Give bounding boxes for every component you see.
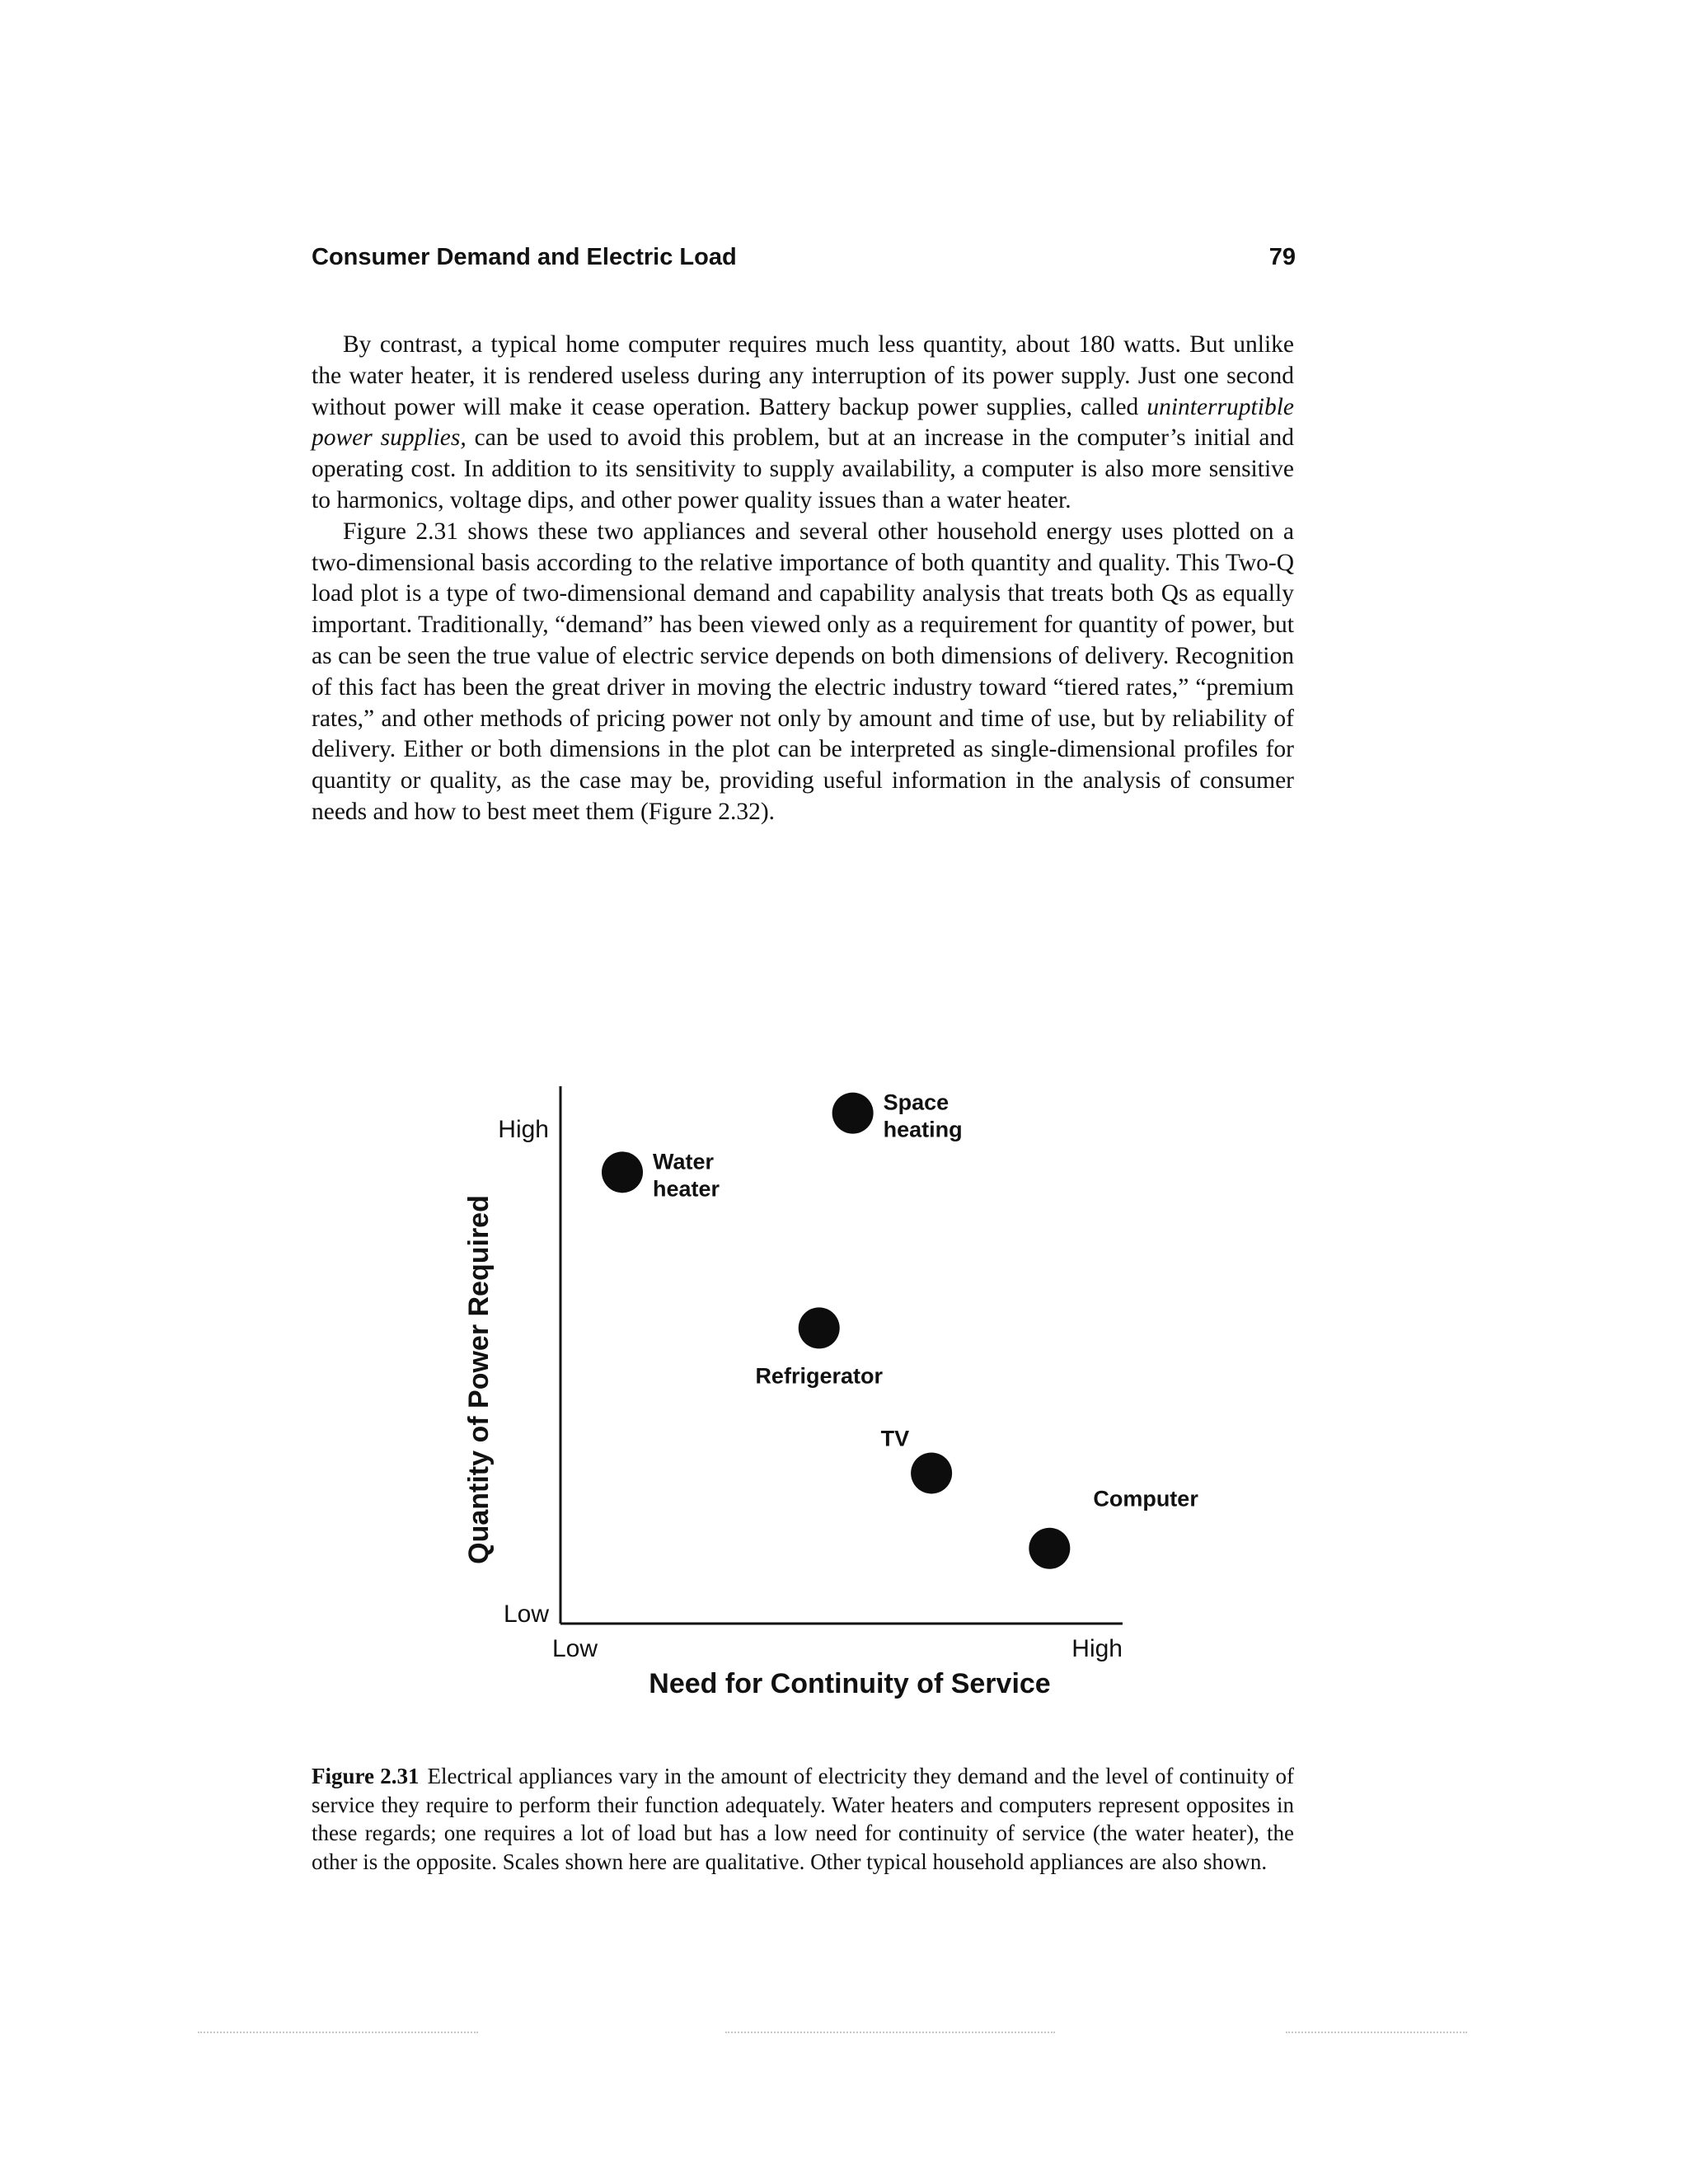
two-q-load-plot (445, 1071, 1198, 1731)
running-title: Consumer Demand and Electric Load (312, 244, 737, 270)
point-label-refrigerator-line-1: Refrigerator (755, 1363, 883, 1389)
x-tick-high: High (1071, 1635, 1123, 1662)
paragraph-1-emphasis: uninterruptible power supplies, (312, 393, 1294, 452)
caption-text: Electrical appliances vary in the amount of electricity they demand and the level of continuity of service they require to perform their function adequately. Water heaters and computers represent opposites in these regards; one requires a lot of load but has a low need for continuity of service (the water heater), the other is the opposite. Scales shown here are qualitative. Other typical household appliances are also shown. (312, 1764, 1294, 1874)
paragraph-2: Figure 2.31 shows these two appliances and several other household energy uses plotted on a two-dimensional basis according to the relative importance of both quantity and quality. This Two-Q load plot is a type of two-dimensional demand and capability analysis that treats both Qs as equally important. Traditionally, “demand” has been viewed only as a requirement for quantity of power, but as can be seen the true value of electric service depends on both dimensions of delivery. Recognition of this fact has been the great driver in moving the electric industry toward “tiered rates,” “premium rates,” and other methods of pricing power not only by amount and time of use, but by reliability of delivery. Either or both dimensions in the plot can be interpreted as single-dimensional profiles for quantity or quality, as the case may be, providing useful information in the analysis of consumer needs and how to best meet them (Figure 2.32). (312, 518, 1294, 825)
point-label-tv-line-1: TV (880, 1426, 910, 1451)
scan-artifact-left (198, 2032, 478, 2033)
point-computer (1029, 1528, 1070, 1569)
body-text (312, 330, 1294, 828)
y-axis-title: Quantity of Power Required (463, 1195, 495, 1564)
x-tick-low: Low (552, 1635, 598, 1662)
point-tv (911, 1452, 952, 1493)
page-header (312, 244, 1301, 280)
point-space-heating (832, 1093, 874, 1134)
point-label-water-heater-line-2: heater (653, 1176, 720, 1202)
point-refrigerator (799, 1307, 840, 1348)
y-tick-low: Low (503, 1601, 549, 1628)
caption-label: Figure 2.31 (312, 1764, 420, 1788)
paragraph-1 (312, 330, 1294, 517)
figure-2-31 (445, 1071, 1198, 1731)
paragraph-1-part-a: By contrast, a typical home computer requires much less quantity, about 180 watts. But unlike the water heater, it is rendered useless during any interruption of its power supply. Just one second without power will make it cease operation. Battery backup power supplies, called (312, 331, 1294, 420)
x-axis-title: Need for Continuity of Service (649, 1668, 1051, 1699)
point-label-computer-line-1: Computer (1093, 1486, 1198, 1511)
point-water-heater (602, 1151, 643, 1193)
scan-artifact-middle (725, 2032, 1055, 2033)
page-number: 79 (1268, 244, 1296, 270)
point-label-water-heater-line-1: Water (653, 1149, 715, 1174)
y-tick-high: High (498, 1116, 549, 1143)
point-label-space-heating-line-1: Space (883, 1090, 950, 1115)
point-label-space-heating-line-2: heating (883, 1117, 963, 1142)
scan-artifact-right (1286, 2032, 1467, 2033)
paragraph-1-part-b: can be used to avoid this problem, but at an increase in the computer’s initial and operating cost. In addition to its sensitivity to supply availability, a computer is also more sensitive to harmonics, voltage dips, and other power quality issues than a water heater. (312, 424, 1294, 513)
figure-caption (312, 1762, 1294, 1876)
